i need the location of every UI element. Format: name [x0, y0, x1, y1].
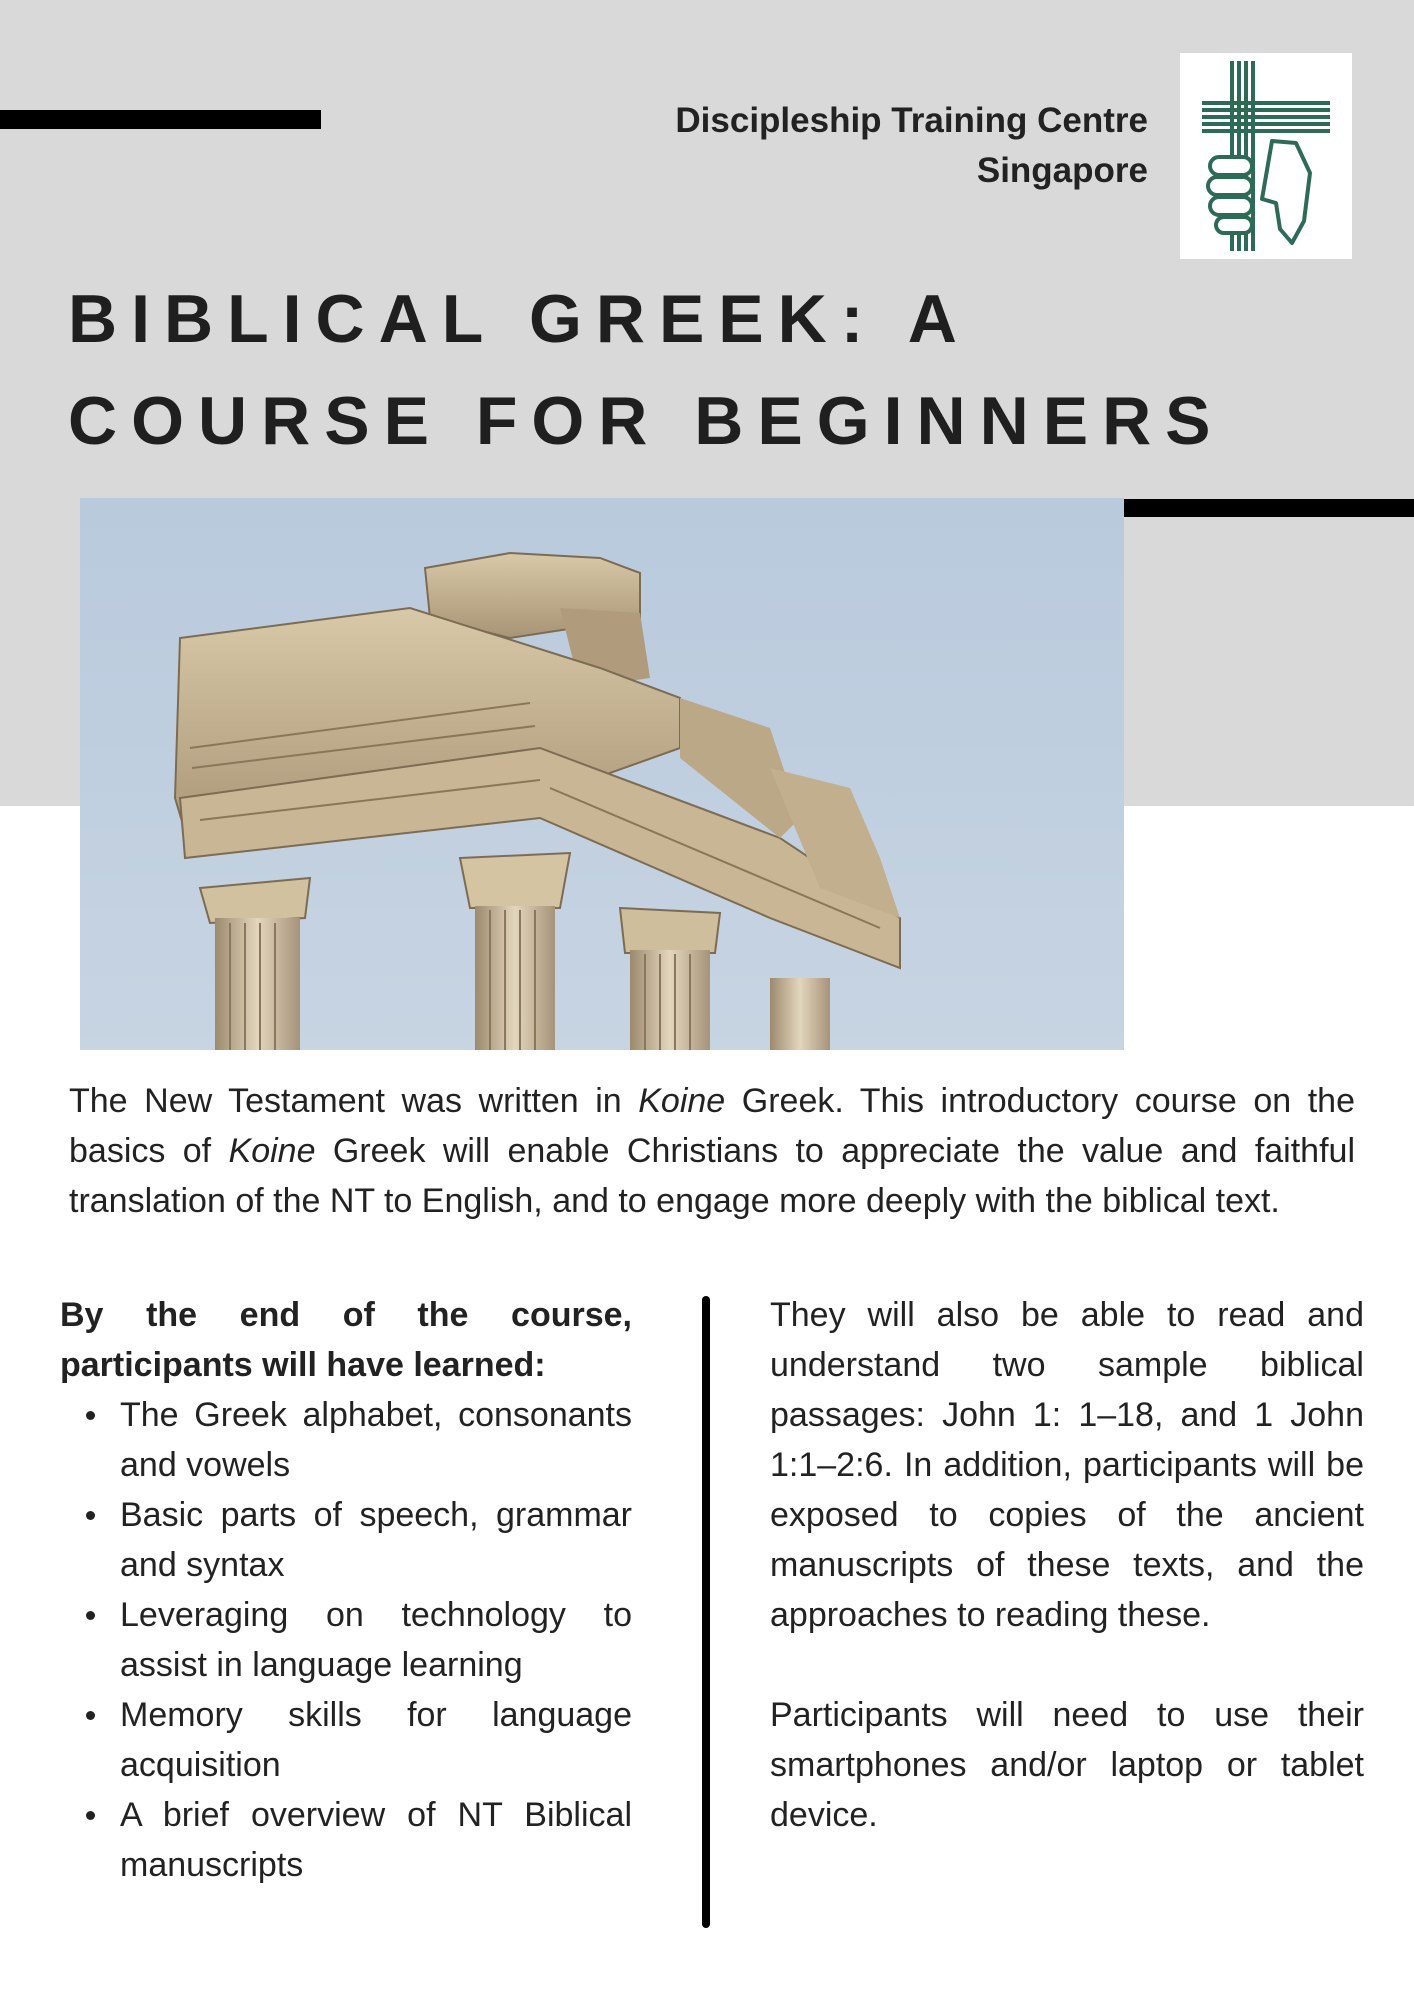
- bullet-icon: [86, 1711, 95, 1720]
- list-item: [120, 1490, 632, 1590]
- outcomes-lead: By the end of the course, participants will have learned:: [60, 1296, 632, 1384]
- list-item: [120, 1590, 632, 1690]
- list-item-text: A brief overview of NT Biblical manuscripts: [120, 1796, 632, 1884]
- list-item-text: Memory skills for language acquisition: [120, 1696, 632, 1784]
- outcomes-list: [60, 1390, 632, 1890]
- intro-koine-2: Koine: [228, 1132, 316, 1170]
- intro-text-3: Greek will enable Christians to appreciate the value and faithful translation of the NT to English, and to engage more deeply with the biblical text.: [69, 1132, 1355, 1220]
- bullet-icon: [86, 1411, 95, 1420]
- intro-text-2: Greek. This introductory course on the basics of: [69, 1082, 1355, 1170]
- details-paragraph-2: Participants will need to use their smartphones and/or laptop or tablet device.: [770, 1696, 1364, 1834]
- course-details: [770, 1290, 1364, 1840]
- column-divider: [702, 1296, 710, 1928]
- course-title-line-1: BIBLICAL GREEK: A: [68, 281, 971, 357]
- course-title-line-2: COURSE FOR BEGINNERS: [68, 383, 1225, 459]
- greek-temple-ruins-photo: [80, 498, 1124, 1050]
- bullet-icon: [86, 1511, 95, 1520]
- bullet-icon: [86, 1611, 95, 1620]
- cross-and-hand-logo-icon: [1180, 53, 1352, 259]
- organization-line-1: Discipleship Training Centre: [675, 101, 1148, 140]
- course-title: [68, 268, 1225, 472]
- decorative-rule-left: [0, 110, 321, 129]
- list-item: [120, 1790, 632, 1890]
- list-item-text: Basic parts of speech, grammar and syntax: [120, 1496, 632, 1584]
- intro-koine-1: Koine: [638, 1082, 726, 1120]
- list-item: [120, 1690, 632, 1790]
- details-paragraph-1: They will also be able to read and understand two sample biblical passages: John 1: 1–18, and 1 John 1:1–2:6. In addition, participants will be exposed to copies of the ancient manuscripts of these texts, and the approaches to reading these.: [770, 1296, 1364, 1634]
- learning-outcomes: [60, 1290, 632, 1890]
- intro-text-1: The New Testament was written in: [69, 1082, 639, 1120]
- organization-name: [675, 96, 1148, 196]
- course-introduction: [69, 1076, 1355, 1226]
- list-item: [120, 1390, 632, 1490]
- bullet-icon: [86, 1811, 95, 1820]
- list-item-text: Leveraging on technology to assist in language learning: [120, 1596, 632, 1684]
- organization-line-2: Singapore: [976, 151, 1148, 190]
- list-item-text: The Greek alphabet, consonants and vowels: [120, 1396, 632, 1484]
